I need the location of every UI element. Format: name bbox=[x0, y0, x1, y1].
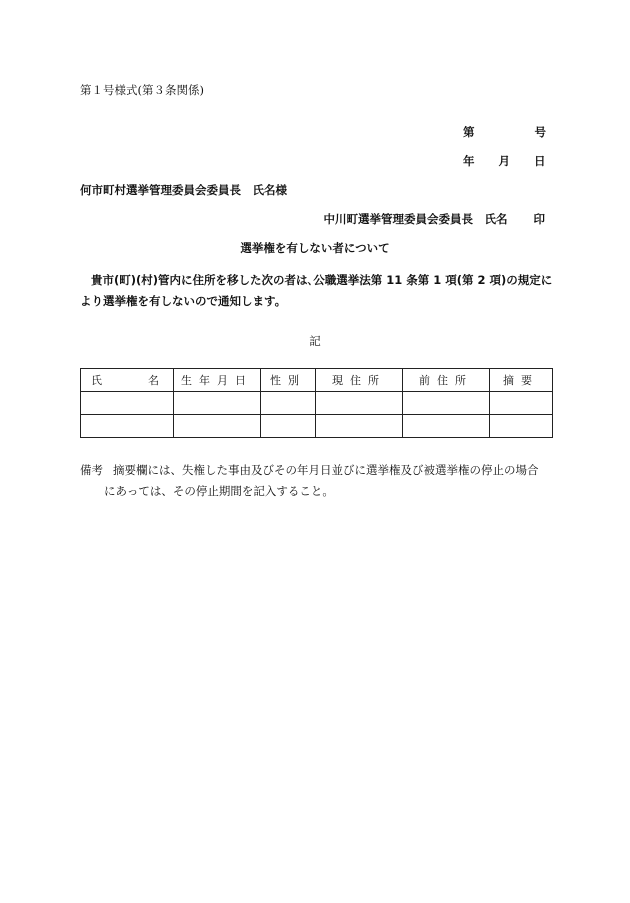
table-cell bbox=[261, 415, 316, 438]
table-header-row bbox=[81, 369, 553, 392]
registry-table bbox=[80, 368, 553, 438]
table-cell bbox=[81, 415, 174, 438]
seal-mark: 印 bbox=[533, 212, 545, 226]
header-previous-address: 前住所 bbox=[403, 369, 490, 392]
body-text bbox=[80, 270, 552, 312]
note-line-2: にあっては、その停止期間を記入すること。 bbox=[104, 484, 334, 498]
ki-heading: 記 bbox=[309, 334, 321, 348]
number-line bbox=[463, 124, 546, 140]
header-current-address: 現住所 bbox=[316, 369, 403, 392]
note-line-1 bbox=[80, 460, 555, 481]
number-prefix: 第 bbox=[463, 125, 475, 139]
table-row bbox=[81, 392, 553, 415]
table-cell bbox=[81, 392, 174, 415]
table-cell bbox=[403, 415, 490, 438]
number-suffix: 号 bbox=[534, 125, 546, 139]
table-cell bbox=[316, 392, 403, 415]
form-label: 第１号様式(第３条関係) bbox=[80, 83, 204, 97]
header-name-first: 氏 bbox=[91, 374, 102, 387]
date-day: 日 bbox=[534, 154, 546, 168]
date-month: 月 bbox=[498, 154, 510, 168]
table-cell bbox=[174, 392, 261, 415]
date-line bbox=[463, 153, 546, 169]
remarks-note bbox=[80, 460, 555, 502]
header-birth-date: 生年月日 bbox=[174, 369, 261, 392]
body-line-1: 貴市(町)(村)管内に住所を移した次の者は､公職選挙法第 11 条第 1 項(第 2 項)の規定に bbox=[91, 273, 553, 287]
table-cell bbox=[403, 392, 490, 415]
table-cell bbox=[316, 415, 403, 438]
table-cell bbox=[490, 415, 553, 438]
table-cell bbox=[261, 392, 316, 415]
header-remarks: 摘要 bbox=[490, 369, 553, 392]
header-sex: 性別 bbox=[261, 369, 316, 392]
header-name-second: 名 bbox=[148, 374, 159, 387]
table-cell bbox=[174, 415, 261, 438]
header-name bbox=[81, 369, 174, 392]
body-line-2: より選挙権を有しないので通知します。 bbox=[80, 294, 287, 308]
sender-title: 中川町選挙管理委員会委員長 氏名 bbox=[323, 212, 508, 226]
subject-title: 選挙権を有しない者について bbox=[240, 241, 390, 255]
sender-line bbox=[324, 211, 546, 227]
note-label: 備考 bbox=[80, 463, 103, 477]
table-row bbox=[81, 415, 553, 438]
addressee: 何市町村選挙管理委員会委員長 氏名様 bbox=[80, 183, 287, 197]
date-year: 年 bbox=[463, 154, 475, 168]
table-cell bbox=[490, 392, 553, 415]
note-text-1: 摘要欄には、失権した事由及びその年月日並びに選挙権及び被選挙権の停止の場合 bbox=[113, 463, 539, 477]
